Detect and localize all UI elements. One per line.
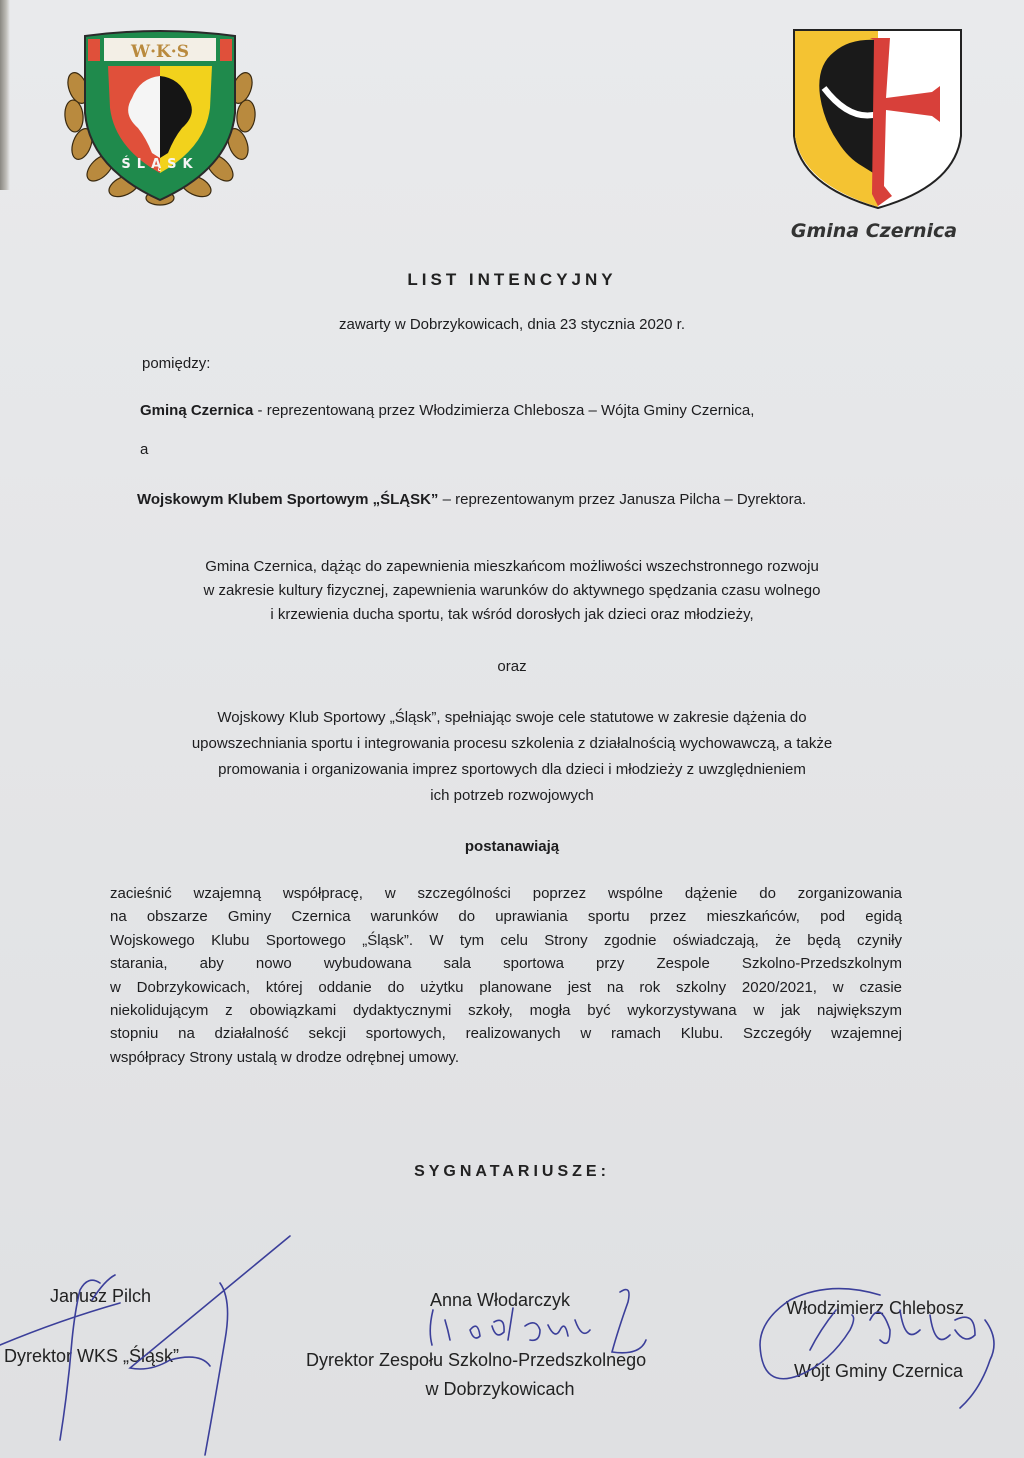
paragraph-3-line: w Dobrzykowicach, której oddanie do użytku planowane jest na rok szkolny 2020/2021, w czasie [110, 978, 902, 996]
between-label: pomiędzy: [142, 355, 211, 372]
oraz-label: oraz [497, 658, 527, 675]
party-1-name: Gminą Czernica [140, 402, 254, 419]
signatory-1-role: Dyrektor WKS „Śląsk” [4, 1346, 180, 1366]
gmina-caption: Gmina Czernica [790, 220, 958, 242]
document-subtitle: zawarty w Dobrzykowicach, dnia 23 stycznia 2020 r. [339, 316, 685, 333]
conjunction: a [140, 441, 149, 458]
paragraph-3-line: współpracy Strony ustalą w drodze odrębnej umowy. [110, 1048, 460, 1066]
party-1 [140, 402, 754, 419]
paragraph-2-line-1: Wojskowy Klub Sportowy „Śląsk”, spełniając swoje cele statutowe w zakresie dążenia do [217, 709, 807, 726]
paragraph-2-line-3: promowania i organizowania imprez sportowych dla dzieci i młodzieży z uwzględnieniem [218, 761, 806, 778]
wks-slask-logo [60, 18, 260, 208]
paragraph-1-line-2: w zakresie kultury fizycznej, zapewnienia warunków do aktywnego spędzania czasu wolnego [203, 582, 821, 599]
party-1-description: - reprezentowaną przez Włodzimierza Chlebosza – Wójta Gminy Czernica, [253, 402, 755, 419]
paragraph-3-line: na obszarze Gminy Czernica warunków do uprawiania sportu przez mieszkańców, pod egidą [110, 908, 902, 926]
paragraph-2-line-2: upowszechniania sportu i integrowania procesu szkolenia z działalnością wychowawczą, a także [191, 735, 833, 752]
signatory-1-name: Janusz Pilch [50, 1286, 152, 1306]
gmina-czernica-coat-of-arms [790, 26, 965, 212]
signatory-2-role-line-2: w Dobrzykowicach [425, 1379, 575, 1399]
signatory-3-name: Włodzimierz Chlebosz [786, 1298, 965, 1318]
party-2-name: Wojskowym Klubem Sportowym „ŚLĄSK” [137, 491, 439, 508]
paragraph-3-line: zacieśnić wzajemną współpracę, w szczególności poprzez wspólne dążenie do zorganizowania [110, 885, 902, 902]
slask-lettering: ŚLĄSK [121, 157, 199, 172]
paragraph-3-line: Wojskowego Klubu Sportowego „Śląsk”. W tym celu Strony zgodnie oświadczają, że będą czyniły [110, 931, 902, 949]
party-2 [137, 491, 806, 508]
paragraph-1-line-1: Gmina Czernica, dążąc do zapewnienia mieszkańcom możliwości wszechstronnego rozwoju [205, 558, 819, 575]
signatory-2-role: Dyrektor Zespołu Szkolno-Przedszkolnego [306, 1350, 647, 1370]
paper-edge-shadow [0, 0, 10, 190]
paragraph-2-line-4: ich potrzeb rozwojowych [430, 787, 594, 804]
paragraph-3-line: stopniu na działalność sekcji sportowych, realizowanych w ramach Klubu. Szczegóły wzajemnej [110, 1025, 902, 1043]
document-title: LIST INTENCYJNY [407, 270, 617, 289]
party-2-description: – reprezentowanym przez Janusza Pilcha – Dyrektora. [438, 491, 807, 508]
signatory-3-role: Wójt Gminy Czernica [794, 1361, 964, 1381]
paragraph-3-line: starania, aby nowo wybudowana sala sportowa przy Zespole Szkolno-Przedszkolnym [110, 955, 902, 973]
paragraph-1-line-3: i krzewienia ducha sportu, tak wśród dorosłych jak dzieci oraz młodzieży, [270, 606, 754, 623]
signatories-title: SYGNATARIUSZE: [414, 1163, 610, 1180]
paragraph-3 [110, 882, 902, 1069]
wks-lettering: W·K·S [131, 42, 189, 62]
resolve-label: postanawiają [464, 838, 560, 855]
paragraph-3-line: niekolidującym z obowiązkami dydaktycznymi szkoły, mogła być wykorzystywana w jak największym [110, 1002, 902, 1020]
signatory-2-name: Anna Włodarczyk [429, 1290, 571, 1310]
